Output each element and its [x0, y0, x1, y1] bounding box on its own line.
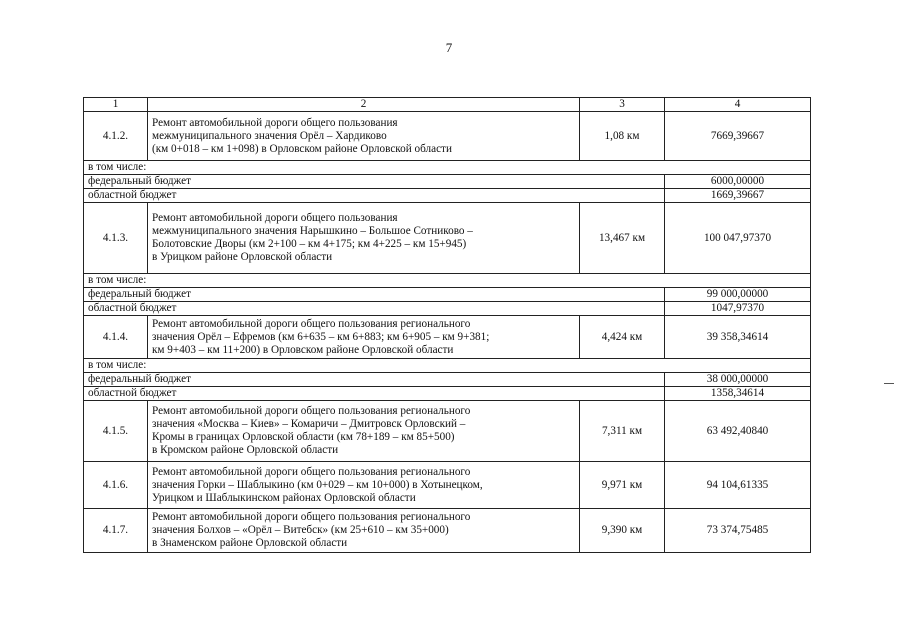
table-row — [84, 203, 811, 274]
table-row — [84, 373, 811, 387]
table-row — [84, 189, 811, 203]
table-row — [84, 274, 811, 288]
description-line: Ремонт автомобильной дороги общего пользования — [152, 116, 398, 129]
including-label: в том числе: — [84, 359, 811, 373]
description-line: км 9+403 – км 11+200) в Орловском районе Орловской области — [152, 343, 454, 356]
table-row — [84, 462, 811, 509]
item-amount: 100 047,97370 — [665, 203, 811, 274]
budget-value: 6000,00000 — [665, 175, 811, 189]
table-row — [84, 316, 811, 359]
table-row — [84, 161, 811, 175]
item-length: 7,311 км — [580, 401, 665, 462]
budget-value: 1047,97370 — [665, 302, 811, 316]
item-number: 4.1.5. — [84, 401, 148, 462]
description-line: в Кромском районе Орловской области — [152, 444, 339, 456]
item-length: 1,08 км — [580, 112, 665, 161]
item-number: 4.1.2. — [84, 112, 148, 161]
description-line: значения Горки – Шаблыкино (км 0+029 – км 10+000) в Хотынецком, — [152, 478, 483, 491]
description-line: (км 0+018 – км 1+098) в Орловском районе Орловской области — [152, 142, 452, 155]
description-line: в Знаменском районе Орловской области — [152, 537, 348, 549]
description-line: Ремонт автомобильной дороги общего пользования регионального — [152, 317, 471, 330]
item-amount: 7669,39667 — [665, 112, 811, 161]
including-label: в том числе: — [84, 274, 811, 288]
item-amount: 73 374,75485 — [665, 509, 811, 553]
table-row — [84, 175, 811, 189]
description-line: Кромы в границах Орловской области (км 78+189 – км 85+500) — [152, 431, 455, 443]
item-description — [148, 112, 580, 161]
item-description — [148, 203, 580, 274]
item-length: 13,467 км — [580, 203, 665, 274]
description-line: Ремонт автомобильной дороги общего пользования регионального — [152, 511, 471, 523]
item-number: 4.1.6. — [84, 462, 148, 509]
description-line: Урицком и Шаблыкинском районах Орловской области — [152, 491, 416, 504]
item-description — [148, 401, 580, 462]
including-label: в том числе: — [84, 161, 811, 175]
item-description — [148, 316, 580, 359]
description-line: значения «Москва – Киев» – Комаричи – Дмитровск Орловский – — [152, 418, 466, 430]
table-row — [84, 359, 811, 373]
item-number: 4.1.3. — [84, 203, 148, 274]
table-row — [84, 288, 811, 302]
budget-value: 1358,34614 — [665, 387, 811, 401]
budget-label: федеральный бюджет — [84, 175, 665, 189]
table-row — [84, 112, 811, 161]
table-row — [84, 509, 811, 553]
column-header: 4 — [665, 98, 811, 112]
column-header: 2 — [148, 98, 580, 112]
budget-value: 99 000,00000 — [665, 288, 811, 302]
table-row — [84, 302, 811, 316]
budget-label: областной бюджет — [84, 189, 665, 203]
item-number: 4.1.7. — [84, 509, 148, 553]
column-header: 3 — [580, 98, 665, 112]
scan-mark — [884, 383, 894, 384]
item-amount: 94 104,61335 — [665, 462, 811, 509]
item-description — [148, 462, 580, 509]
item-length: 9,971 км — [580, 462, 665, 509]
item-amount: 39 358,34614 — [665, 316, 811, 359]
budget-value: 1669,39667 — [665, 189, 811, 203]
description-line: Ремонт автомобильной дороги общего пользования — [152, 212, 398, 224]
budget-label: федеральный бюджет — [84, 288, 665, 302]
item-length: 4,424 км — [580, 316, 665, 359]
item-description — [148, 509, 580, 553]
page-number: 7 — [445, 40, 453, 55]
item-length: 9,390 км — [580, 509, 665, 553]
description-line: в Урицком районе Орловской области — [152, 251, 333, 263]
item-number: 4.1.4. — [84, 316, 148, 359]
description-line: Ремонт автомобильной дороги общего пользования регионального — [152, 465, 471, 478]
budget-label: областной бюджет — [84, 387, 665, 401]
description-line: значения Болхов – «Орёл – Витебск» (км 25+610 – км 35+000) — [152, 524, 449, 536]
description-line: Болотовские Дворы (км 2+100 – км 4+175; км 4+225 – км 15+945) — [152, 238, 467, 250]
description-line: значения Орёл – Ефремов (км 6+635 – км 6+883; км 6+905 – км 9+381; — [152, 330, 490, 343]
table-row — [84, 387, 811, 401]
column-header: 1 — [84, 98, 148, 112]
budget-label: областной бюджет — [84, 302, 665, 316]
description-line: Ремонт автомобильной дороги общего пользования регионального — [152, 405, 471, 417]
road-repair-table — [83, 97, 811, 553]
item-amount: 63 492,40840 — [665, 401, 811, 462]
description-line: межмуниципального значения Нарышкино – Большое Сотниково – — [152, 225, 473, 237]
budget-label: федеральный бюджет — [84, 373, 665, 387]
budget-value: 38 000,00000 — [665, 373, 811, 387]
table-header-row — [84, 98, 811, 112]
table-row — [84, 401, 811, 462]
description-line: межмуниципального значения Орёл – Хардиково — [152, 129, 387, 142]
